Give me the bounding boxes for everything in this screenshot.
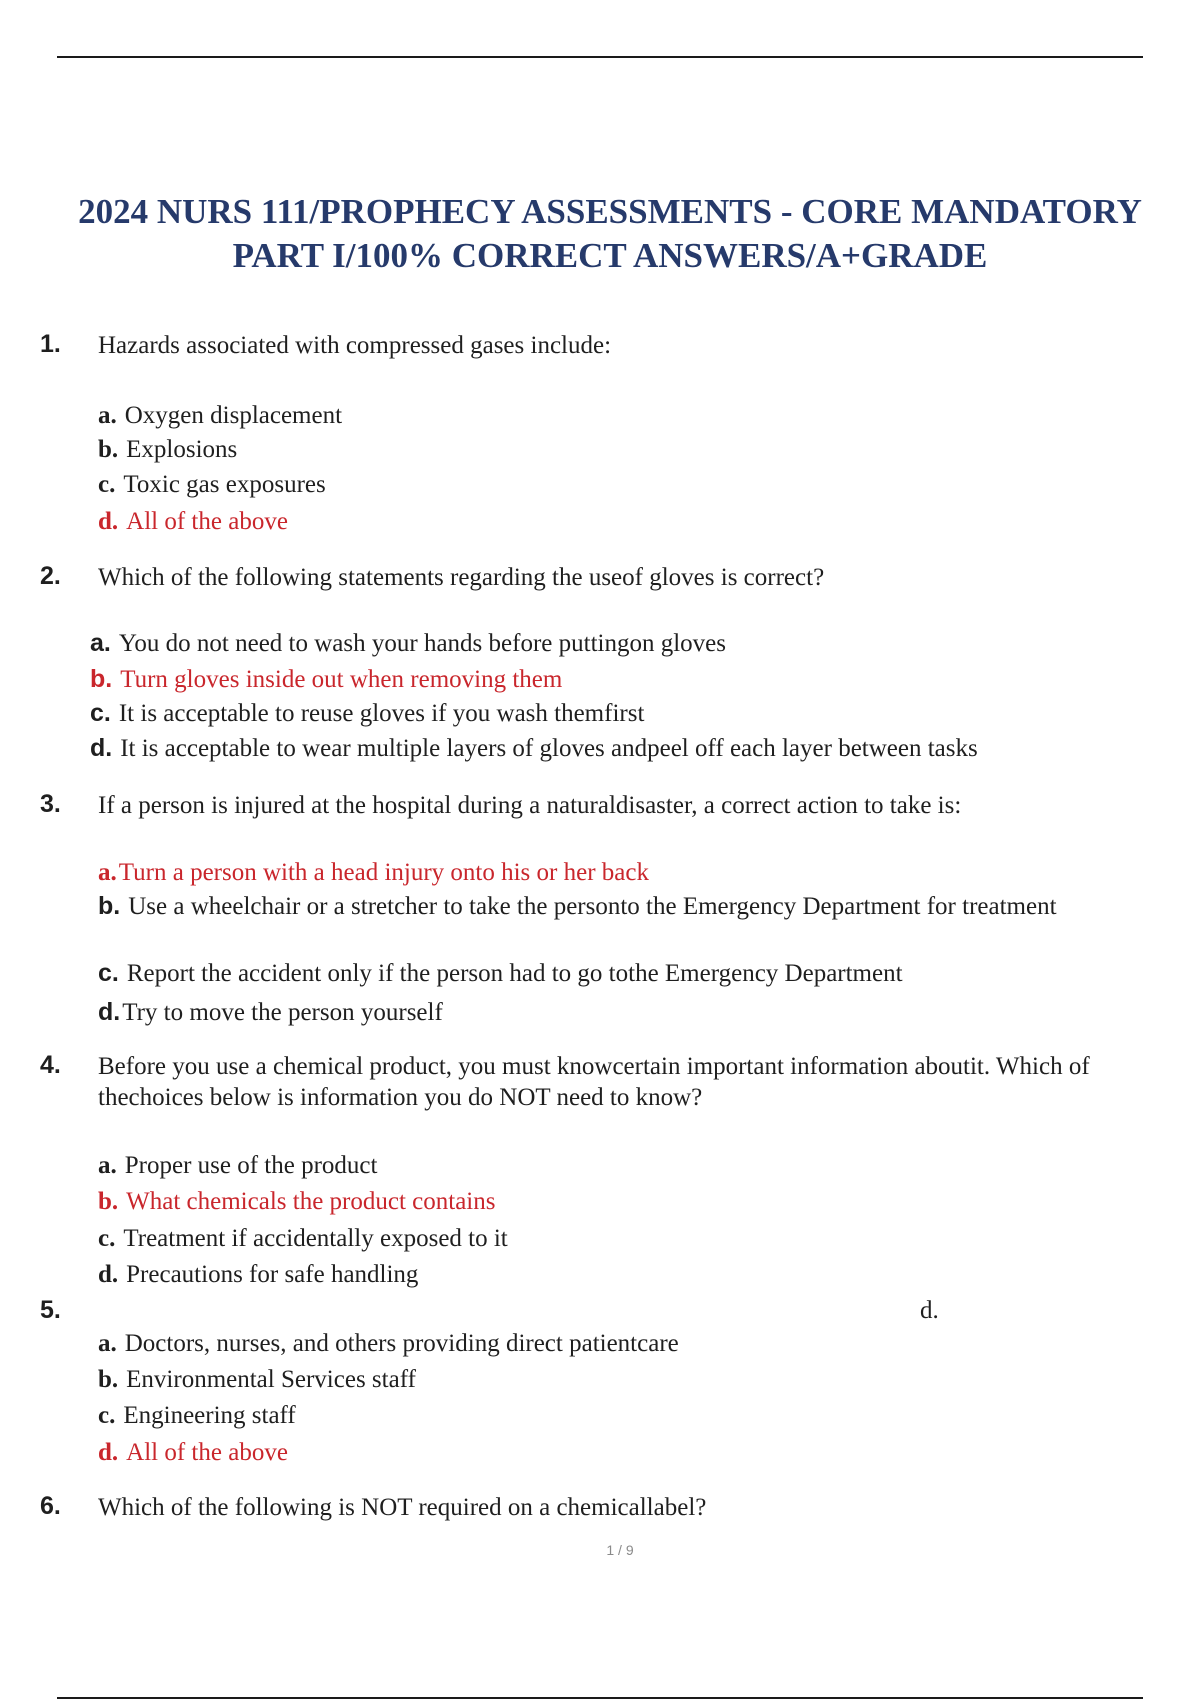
option-letter: a. — [90, 629, 111, 657]
q5-option-a — [98, 1328, 1098, 1359]
question-2-text: Which of the following statements regarding the useof gloves is correct? — [98, 564, 825, 591]
q3-option-b — [98, 891, 1108, 922]
option-letter: c. — [98, 959, 119, 987]
q3-option-d — [98, 997, 1098, 1028]
option-text: Turn a person with a head injury onto his or her back — [118, 859, 649, 886]
question-2-number: 2. — [40, 562, 61, 590]
q3-option-a-correct — [98, 857, 1098, 888]
q2-option-a — [90, 628, 1090, 659]
option-letter: a. — [98, 1152, 117, 1179]
page-number: 1 / 9 — [606, 1542, 634, 1558]
option-text: Explosions — [126, 436, 238, 463]
option-letter: b. — [98, 1188, 119, 1215]
question-3-number: 3. — [40, 790, 61, 818]
title-line-2: PART I/100% CORRECT ANSWERS/A+GRADE — [232, 236, 988, 275]
question-1-number: 1. — [40, 330, 61, 358]
option-letter: d. — [90, 734, 113, 762]
option-text: It is acceptable to reuse gloves if you wash themfirst — [118, 700, 645, 727]
question-5-number: 5. — [40, 1296, 61, 1324]
option-letter: c. — [98, 1225, 116, 1252]
option-text: Precautions for safe handling — [126, 1261, 419, 1288]
title-line-1: 2024 NURS 111/PROPHECY ASSESSMENTS - CORE MANDATORY — [78, 192, 1142, 231]
document-title — [40, 190, 1180, 278]
q4-option-a — [98, 1150, 1098, 1181]
option-text: Doctors, nurses, and others providing direct patientcare — [124, 1330, 679, 1357]
option-text: Try to move the person yourself — [122, 999, 443, 1026]
option-text: Environmental Services staff — [126, 1366, 416, 1393]
option-letter: d. — [98, 998, 121, 1026]
q1-option-a — [98, 400, 1098, 431]
top-rule — [57, 56, 1143, 58]
option-text: What chemicals the product contains — [126, 1188, 496, 1215]
q1-option-b — [98, 434, 1098, 465]
question-6-number: 6. — [40, 1492, 61, 1520]
option-text: Oxygen displacement — [124, 402, 343, 429]
option-letter: d. — [98, 1439, 119, 1466]
option-letter: b. — [98, 1366, 119, 1393]
q4-option-c — [98, 1223, 1098, 1254]
q4-option-d — [98, 1259, 1098, 1290]
question-1-text: Hazards associated with compressed gases include: — [98, 332, 612, 359]
option-text: Engineering staff — [123, 1402, 296, 1429]
question-3-text: If a person is injured at the hospital during a naturaldisaster, a correct action to take is: — [98, 792, 962, 819]
option-text: Turn gloves inside out when removing them — [120, 666, 563, 693]
option-letter: b. — [98, 892, 121, 920]
q2-option-c — [90, 698, 1090, 729]
q4-option-b-correct — [98, 1186, 1098, 1217]
option-letter: b. — [98, 436, 119, 463]
question-4-text: Before you use a chemical product, you must knowcertain important information aboutit. Which of thechoices below is information you do NOT need to know? — [98, 1053, 1090, 1111]
option-text: Toxic gas exposures — [123, 471, 326, 498]
option-letter: c. — [98, 471, 116, 498]
q5-option-b — [98, 1364, 1098, 1395]
option-text: All of the above — [126, 508, 288, 535]
q5-option-d-correct — [98, 1437, 1098, 1468]
option-letter: c. — [98, 1402, 116, 1429]
option-text: Proper use of the product — [124, 1152, 378, 1179]
bottom-rule — [57, 1697, 1143, 1699]
option-text: All of the above — [126, 1439, 288, 1466]
option-letter: d. — [98, 1261, 119, 1288]
q5-option-c — [98, 1400, 1098, 1431]
q2-option-b-correct — [90, 664, 1090, 695]
question-6-text: Which of the following is NOT required on a chemicallabel? — [98, 1494, 707, 1521]
option-letter: b. — [90, 665, 113, 693]
option-letter: a. — [98, 859, 117, 886]
option-text: Treatment if accidentally exposed to it — [123, 1225, 508, 1252]
option-letter: a. — [98, 1330, 117, 1357]
q2-option-d — [90, 733, 1090, 764]
option-text: You do not need to wash your hands before puttingon gloves — [118, 630, 726, 657]
question-4-number: 4. — [40, 1051, 61, 1079]
q3-option-c — [98, 958, 1098, 989]
option-letter: a. — [98, 402, 117, 429]
option-text: It is acceptable to wear multiple layers of gloves andpeel off each layer between tasks — [120, 735, 978, 762]
q1-option-c — [98, 469, 1098, 500]
stray-option-letter: d. — [920, 1297, 939, 1324]
option-text: Report the accident only if the person had to go tothe Emergency Department — [126, 960, 903, 987]
option-text: Use a wheelchair or a stretcher to take the personto the Emergency Department for treatment — [128, 893, 1057, 920]
option-letter: c. — [90, 699, 111, 727]
q1-option-d-correct — [98, 506, 1098, 537]
option-letter: d. — [98, 508, 119, 535]
